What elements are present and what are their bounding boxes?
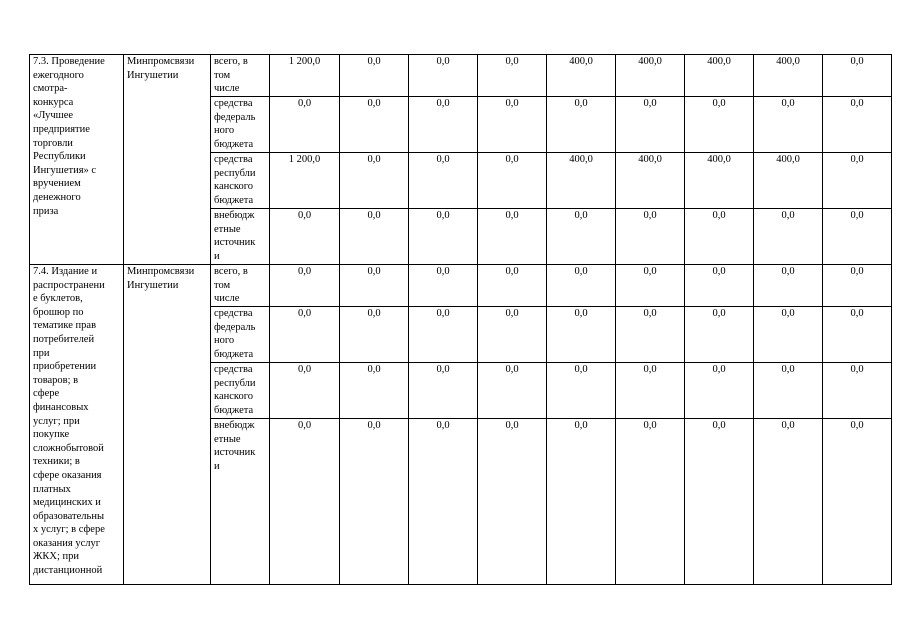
funding-source-label: средства республи канского бюджета	[214, 154, 256, 206]
value-cell: 0,0	[409, 363, 478, 419]
funding-source-label: средства федераль ного бюджета	[214, 308, 256, 360]
funding-source-cell	[211, 153, 270, 209]
value-cell: 0,0	[616, 419, 685, 585]
value-cell: 400,0	[685, 153, 754, 209]
value-cell: 0,0	[823, 307, 892, 363]
value-cell: 0,0	[270, 265, 340, 307]
value-cell: 0,0	[685, 419, 754, 585]
value-cell: 0,0	[270, 363, 340, 419]
funding-source-label: внебюдж етные источник и	[214, 210, 256, 262]
funding-source-label: средства республи канского бюджета	[214, 364, 256, 416]
value-cell: 0,0	[409, 307, 478, 363]
value-cell: 0,0	[409, 97, 478, 153]
value-cell: 0,0	[823, 363, 892, 419]
value-cell: 0,0	[409, 209, 478, 265]
value-cell: 0,0	[823, 97, 892, 153]
value-cell: 0,0	[340, 419, 409, 585]
value-cell: 0,0	[547, 363, 616, 419]
value-cell: 0,0	[616, 265, 685, 307]
value-cell: 0,0	[616, 307, 685, 363]
value-cell: 0,0	[340, 55, 409, 97]
value-cell: 0,0	[478, 419, 547, 585]
value-cell: 400,0	[616, 55, 685, 97]
value-cell: 0,0	[685, 265, 754, 307]
funding-source-cell	[211, 307, 270, 363]
budget-table	[29, 54, 892, 585]
value-cell: 400,0	[547, 55, 616, 97]
value-cell: 0,0	[340, 153, 409, 209]
value-cell: 0,0	[616, 363, 685, 419]
value-cell: 0,0	[547, 97, 616, 153]
value-cell: 0,0	[547, 265, 616, 307]
funding-source-label: средства федераль ного бюджета	[214, 98, 256, 150]
value-cell: 0,0	[616, 209, 685, 265]
value-cell: 0,0	[685, 363, 754, 419]
value-cell: 0,0	[270, 307, 340, 363]
value-cell: 0,0	[409, 153, 478, 209]
executor-name: Минпромсвязи Ингушетии	[127, 56, 195, 81]
value-cell: 0,0	[478, 153, 547, 209]
value-cell: 0,0	[547, 307, 616, 363]
value-cell: 0,0	[547, 209, 616, 265]
table-row	[30, 55, 892, 97]
value-cell: 0,0	[478, 363, 547, 419]
value-cell: 400,0	[616, 153, 685, 209]
funding-source-cell	[211, 363, 270, 419]
value-cell: 400,0	[754, 153, 823, 209]
value-cell: 0,0	[340, 265, 409, 307]
value-cell: 0,0	[547, 419, 616, 585]
value-cell: 0,0	[478, 209, 547, 265]
value-cell: 0,0	[340, 209, 409, 265]
value-cell: 0,0	[754, 419, 823, 585]
executor-cell	[124, 55, 211, 265]
value-cell: 0,0	[270, 419, 340, 585]
funding-source-cell	[211, 97, 270, 153]
value-cell: 400,0	[685, 55, 754, 97]
value-cell: 0,0	[754, 97, 823, 153]
value-cell: 0,0	[823, 209, 892, 265]
executor-name: Минпромсвязи Ингушетии	[127, 266, 195, 291]
value-cell: 400,0	[754, 55, 823, 97]
value-cell: 0,0	[823, 265, 892, 307]
value-cell: 0,0	[478, 265, 547, 307]
value-cell: 0,0	[823, 419, 892, 585]
funding-source-cell	[211, 265, 270, 307]
value-cell: 0,0	[616, 97, 685, 153]
value-cell: 0,0	[685, 307, 754, 363]
value-cell: 0,0	[409, 419, 478, 585]
value-cell: 0,0	[754, 209, 823, 265]
value-cell: 0,0	[754, 265, 823, 307]
funding-source-cell	[211, 209, 270, 265]
value-cell: 1 200,0	[270, 55, 340, 97]
value-cell: 0,0	[685, 97, 754, 153]
value-cell: 0,0	[340, 307, 409, 363]
value-cell: 0,0	[340, 97, 409, 153]
value-cell: 0,0	[823, 153, 892, 209]
funding-source-cell	[211, 55, 270, 97]
measure-name: 7.4. Издание и распространени е буклетов, брошюр по тематике прав потребителей при приобретении товаров; в сфере финансовых услуг; при покупке сложнобытовой техники; в сфере оказания платных медицинских и образовательны х услуг; в сфере оказания услуг ЖКХ; при дистанционной	[33, 266, 105, 577]
measure-name-cell	[30, 265, 124, 585]
value-cell: 0,0	[478, 55, 547, 97]
value-cell: 1 200,0	[270, 153, 340, 209]
value-cell: 0,0	[270, 97, 340, 153]
funding-source-cell	[211, 419, 270, 585]
value-cell: 0,0	[270, 209, 340, 265]
value-cell: 0,0	[754, 363, 823, 419]
value-cell: 0,0	[409, 55, 478, 97]
funding-source-label: всего, в том числе	[214, 56, 248, 95]
value-cell: 0,0	[823, 55, 892, 97]
executor-cell	[124, 265, 211, 585]
value-cell: 0,0	[478, 307, 547, 363]
measure-name-cell	[30, 55, 124, 265]
table-row	[30, 265, 892, 307]
value-cell: 0,0	[409, 265, 478, 307]
funding-source-label: всего, в том числе	[214, 266, 248, 305]
measure-name: 7.3. Проведение ежегодного смотра- конкурса «Лучшее предприятие торговли Республики Ингушетия» с вручением денежного приза	[33, 56, 105, 217]
value-cell: 0,0	[685, 209, 754, 265]
value-cell: 0,0	[478, 97, 547, 153]
value-cell: 400,0	[547, 153, 616, 209]
value-cell: 0,0	[340, 363, 409, 419]
value-cell: 0,0	[754, 307, 823, 363]
funding-source-label: внебюдж етные источник и	[214, 420, 256, 472]
